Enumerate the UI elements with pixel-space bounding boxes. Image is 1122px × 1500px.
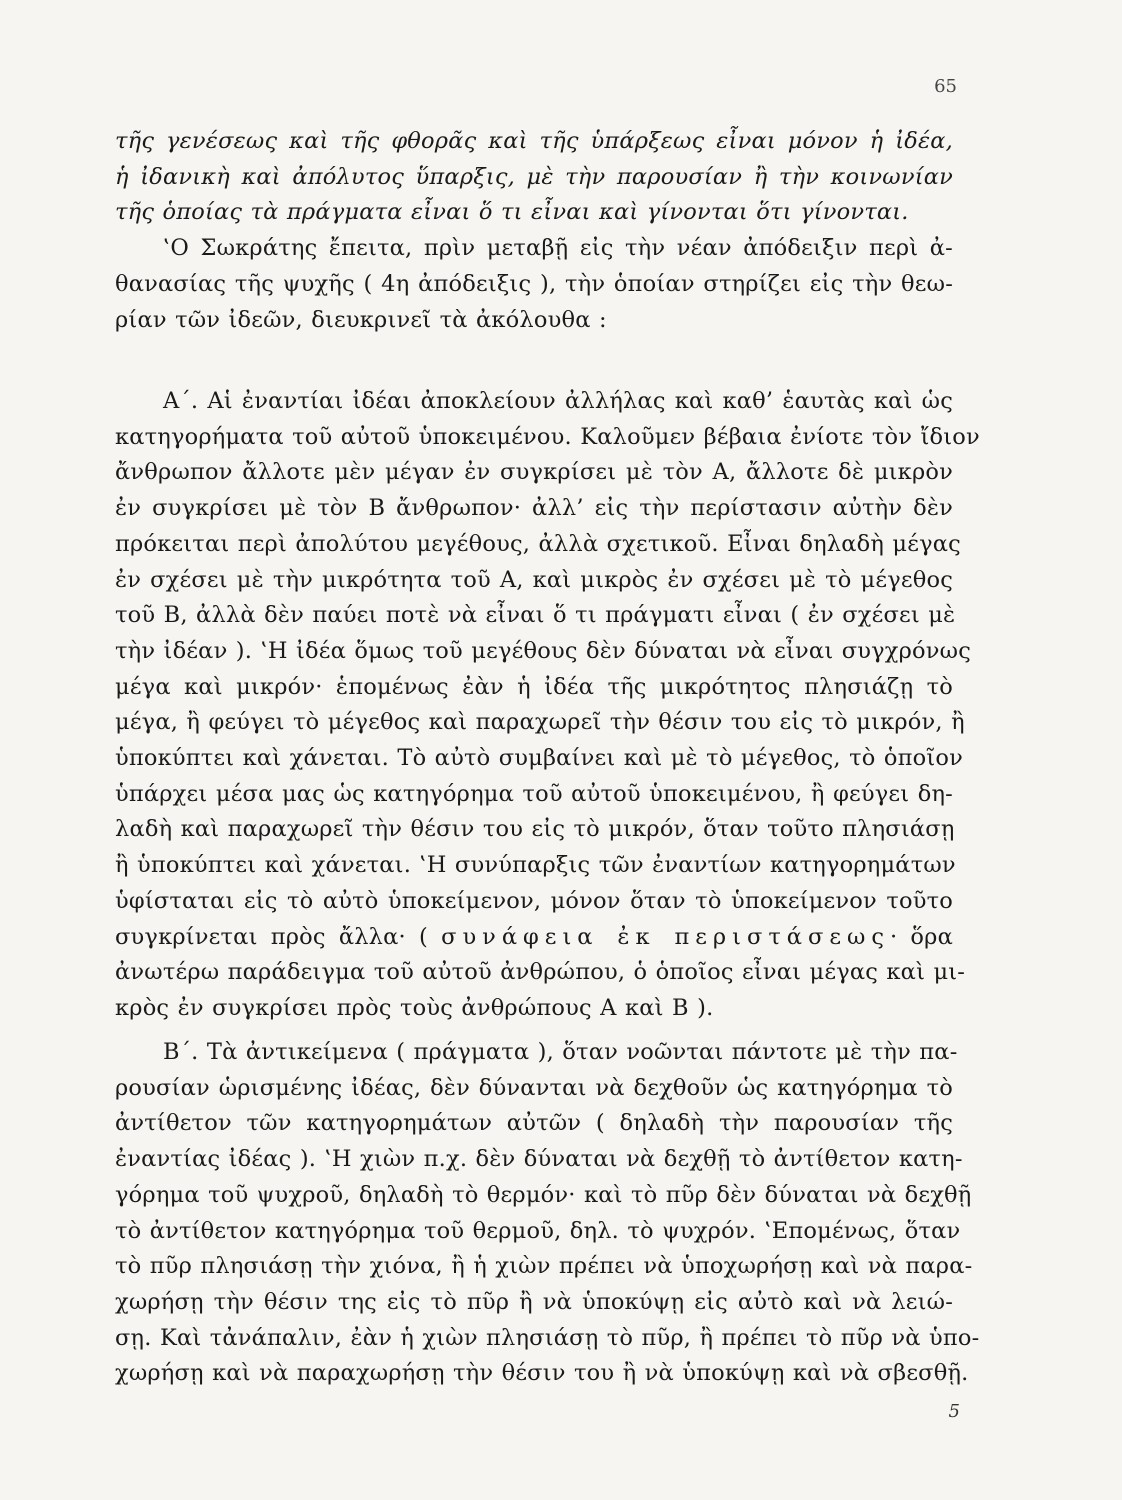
text-line: ἐν συγκρίσει μὲ τὸν Β ἄνθρωπον· ἀλλ’ εἰς τὴν περίστασιν αὐτὴν δὲν	[115, 495, 953, 522]
signature-mark: 5	[948, 1401, 960, 1422]
text-line: ἀνωτέρω παράδειγμα τοῦ αὐτοῦ ἀνθρώπου, ὁ ὁποῖος εἶναι μέγας καὶ μι-	[115, 959, 966, 986]
text-line: Β΄. Τὰ ἀντικείμενα ( πράγματα ), ὅταν νοῶνται πάντοτε μὲ τὴν πα-	[163, 1039, 958, 1065]
text-line: ὑποκύπτει καὶ χάνεται. Τὸ αὐτὸ συμβαίνει καὶ μὲ τὸ μέγεθος, τὸ ὁποῖον	[115, 745, 963, 772]
text-line: ἡ ἰδανικὴ καὶ ἀπόλυτος ὕπαρξις, μὲ τὴν παρουσίαν ἢ τὴν κοινωνίαν	[115, 163, 953, 190]
text-line: σῃ. Καὶ τἀνάπαλιν, ἐὰν ἡ χιὼν πλησιάσῃ τὸ πῦρ, ἢ πρέπει τὸ πῦρ νὰ ὑπο-	[115, 1324, 980, 1351]
text-line: ἀντίθετον τῶν κατηγορημάτων αὐτῶν ( δηλαδὴ τὴν παρουσίαν τῆς	[115, 1110, 953, 1137]
text-line: πρόκειται περὶ ἀπολύτου μεγέθους, ἀλλὰ σχετικοῦ. Εἶναι δηλαδὴ μέγας	[115, 530, 961, 557]
text-line: τῆς γενέσεως καὶ τῆς φθορᾶς καὶ τῆς ὑπάρξεως εἶναι μόνον ἡ ἰδέα,	[115, 128, 953, 154]
text-line: χωρήσῃ τὴν θέσιν της εἰς τὸ πῦρ ἢ νὰ ὑποκύψῃ εἰς αὐτὸ καὶ νὰ λειώ-	[115, 1288, 953, 1315]
text-line: ὑπάρχει μέσα μας ὡς κατηγόρημα τοῦ αὐτοῦ ὑποκειμένου, ἢ φεύγει δη-	[115, 780, 953, 807]
intro-paragraph	[115, 124, 953, 338]
text-line: κρὸς ἐν συγκρίσει πρὸς τοὺς ἀνθρώπους Α καὶ Β ).	[115, 994, 714, 1021]
text-fragment: · ὅρα	[889, 923, 953, 950]
text-line: ρίαν τῶν ἰδεῶν, διευκρινεῖ τὰ ἀκόλουθα :	[115, 306, 607, 333]
text-line: ἄνθρωπον ἄλλοτε μὲν μέγαν ἐν συγκρίσει μὲ τὸν Α, ἄλλοτε δὲ μικρὸν	[115, 459, 953, 486]
text-line: Α΄. Αἱ ἐναντίαι ἰδέαι ἀποκλείουν ἀλλήλας καὶ καθ’ ἑαυτὰς καὶ ὡς	[163, 388, 953, 414]
spaced-phrase: συνάφεια ἐκ περιστάσεως	[441, 923, 890, 950]
text-fragment: συγκρίνεται πρὸς ἄλλα· (	[115, 923, 428, 950]
text-line: μέγα καὶ μικρόν· ἑπομένως ἐὰν ἡ ἰδέα τῆς μικρότητος πλησιάζῃ τὸ	[115, 673, 953, 700]
text-line	[115, 920, 953, 956]
text-line: ὑφίσταται εἰς τὸ αὐτὸ ὑποκείμενον, μόνον ὅταν τὸ ὑποκείμενον τοῦτο	[115, 887, 953, 914]
text-line: μέγα, ἢ φεύγει τὸ μέγεθος καὶ παραχωρεῖ τὴν θέσιν του εἰς τὸ μικρόν, ἢ	[115, 709, 965, 736]
section-b	[115, 1035, 980, 1392]
text-line: θανασίας τῆς ψυχῆς ( 4η ἀπόδειξις ), τὴν ὁποίαν στηρίζει εἰς τὴν θεω-	[115, 270, 953, 297]
text-line: τὸ πῦρ πλησιάσῃ τὴν χιόνα, ἢ ἡ χιὼν πρέπει νὰ ὑποχωρήσῃ καὶ νὰ παρα-	[115, 1253, 973, 1280]
text-line: λαδὴ καὶ παραχωρεῖ τὴν θέσιν του εἰς τὸ μικρόν, ὅταν τοῦτο πλησιάσῃ	[115, 816, 955, 843]
text-line: τὴν ἰδέαν ). ‛Η ἰδέα ὅμως τοῦ μεγέθους δὲν δύναται νὰ εἶναι συγχρόνως	[115, 637, 972, 664]
text-line: γόρημα τοῦ ψυχροῦ, δηλαδὴ τὸ θερμόν· καὶ τὸ πῦρ δὲν δύναται νὰ δεχθῇ	[115, 1181, 972, 1208]
text-line: τῆς ὁποίας τὰ πράγματα εἶναι ὅ τι εἶναι καὶ γίνονται ὅτι γίνονται.	[115, 199, 909, 226]
text-line: τοῦ Β, ἀλλὰ δὲν παύει ποτὲ νὰ εἶναι ὅ τι πράγματι εἶναι ( ἐν σχέσει μὲ	[115, 602, 956, 629]
text-line: κατηγορήματα τοῦ αὐτοῦ ὑποκειμένου. Καλοῦμεν βέβαια ἐνίοτε τὸν ἴδιον	[115, 423, 980, 450]
text-line: ἢ ὑποκύπτει καὶ χάνεται. ‛Η συνύπαρξις τῶν ἐναντίων κατηγορημάτων	[115, 852, 956, 879]
text-line: ἐν σχέσει μὲ τὴν μικρότητα τοῦ Α, καὶ μικρὸς ἐν σχέσει μὲ τὸ μέγεθος	[115, 566, 953, 593]
text-line: ἐναντίας ἰδέας ). ‛Η χιὼν π.χ. δὲν δύναται νὰ δεχθῇ τὸ ἀντίθετον κατη-	[115, 1146, 963, 1173]
text-line: ‛Ο Σωκράτης ἔπειτα, πρὶν μεταβῇ εἰς τὴν νέαν ἀπόδειξιν περὶ ἀ-	[163, 235, 953, 262]
page-number: 65	[934, 76, 957, 97]
text-line: χωρήσῃ καὶ νὰ παραχωρήσῃ τὴν θέσιν του ἢ νὰ ὑποκύψῃ καὶ νὰ σβεσθῇ.	[115, 1360, 969, 1387]
text-line: τὸ ἀντίθετον κατηγόρημα τοῦ θερμοῦ, δηλ. τὸ ψυχρόν. ‛Επομένως, ὅταν	[115, 1217, 961, 1244]
section-a	[115, 384, 980, 1027]
text-line: ρουσίαν ὡρισμένης ἰδέας, δὲν δύνανται νὰ δεχθοῦν ὡς κατηγόρημα τὸ	[115, 1074, 953, 1101]
